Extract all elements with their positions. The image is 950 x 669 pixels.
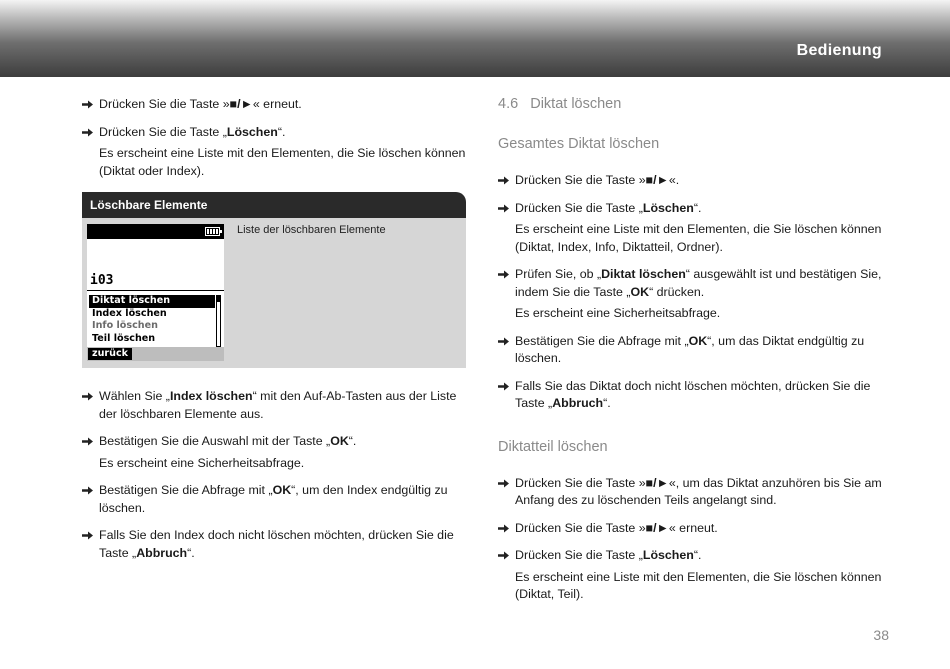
- step-text-part: Drücken Sie die Taste »: [515, 520, 646, 535]
- bullet-arrow-icon: [498, 270, 509, 279]
- steps-full-delete: [498, 172, 888, 413]
- device-menu-item: Diktat löschen: [89, 295, 215, 308]
- panel-caption: Liste der löschbaren Elemente: [237, 224, 386, 236]
- step-text-part: Falls Sie das Diktat doch nicht löschen möchten, drücken Sie die Taste „: [515, 378, 871, 410]
- bullet-arrow-icon: [498, 176, 509, 185]
- step-text-part: Drücken Sie die Taste „: [515, 200, 643, 215]
- panel-body: [82, 218, 466, 368]
- step-text-part: “.: [603, 396, 611, 410]
- header-title: Bedienung: [796, 42, 882, 59]
- step-text: [515, 334, 864, 366]
- step-keyword: Index löschen: [169, 389, 253, 403]
- instruction-step: [82, 124, 467, 181]
- step-text-part: “ ausgewählt ist und bestätigen Sie, indem Sie die Taste „: [515, 267, 882, 299]
- step-text-part: Drücken Sie die Taste »: [515, 173, 646, 187]
- step-text-part: Bestätigen Sie die Auswahl mit der Taste „: [99, 434, 331, 448]
- step-note: Es erscheint eine Sicherheitsabfrage.: [515, 306, 721, 320]
- page-number: 38: [873, 627, 889, 643]
- instruction-step: [82, 388, 467, 423]
- device-menu-list: [89, 295, 215, 345]
- page-header-band: [0, 0, 950, 77]
- step-text-part: « erneut.: [252, 97, 302, 111]
- instruction-step: [498, 520, 888, 538]
- step-keyword: OK: [272, 483, 292, 497]
- step-text-part: “, um den Index endgültig zu löschen.: [99, 483, 448, 515]
- step-text-part: “.: [693, 548, 702, 562]
- step-text: [99, 125, 285, 139]
- step-keyword: OK: [630, 284, 650, 299]
- bullet-arrow-icon: [82, 128, 93, 137]
- step-text: [515, 201, 701, 215]
- step-keyword: OK: [330, 434, 349, 448]
- instruction-step: [82, 433, 467, 472]
- step-keyword: Löschen: [226, 124, 278, 139]
- step-text-part: “.: [277, 124, 286, 139]
- right-column: [498, 96, 888, 614]
- bullet-arrow-icon: [82, 486, 93, 495]
- subsection-title-part-delete: Diktatteil löschen: [498, 438, 608, 455]
- deletable-elements-panel: [82, 192, 466, 368]
- step-text: [515, 267, 881, 299]
- step-text-part: “, um das Diktat endgültig zu löschen.: [515, 333, 865, 365]
- step-keyword: Abbruch: [552, 396, 604, 410]
- instruction-step: [498, 200, 888, 257]
- bullet-arrow-icon: [498, 382, 509, 391]
- step-text: [515, 379, 870, 411]
- left-column: [82, 96, 467, 572]
- step-keyword: OK: [688, 333, 708, 348]
- instruction-step: [498, 475, 888, 510]
- instruction-step: [498, 172, 888, 190]
- device-menu-item: Index löschen: [92, 307, 167, 319]
- instruction-step: [498, 378, 888, 413]
- step-text: [515, 476, 882, 508]
- softkey-back: zurück: [88, 348, 132, 360]
- bullet-arrow-icon: [82, 437, 93, 446]
- step-keyword: Löschen: [642, 200, 694, 215]
- step-text: [515, 173, 679, 187]
- device-screen: [87, 224, 224, 361]
- steps-part-delete: [498, 475, 888, 604]
- step-text: [99, 97, 302, 111]
- steps-top: [82, 96, 467, 180]
- step-keyword: ■/►: [645, 475, 669, 490]
- instruction-step: [82, 482, 467, 517]
- step-text-part: Drücken Sie die Taste „: [99, 124, 227, 139]
- step-text-part: Bestätigen Sie die Abfrage mit „: [515, 333, 689, 348]
- step-note: Es erscheint eine Liste mit den Elementen, die Sie löschen können (Diktat, Index, Info, Diktatteil, Ordner).: [515, 222, 882, 254]
- step-text-part: “.: [693, 200, 702, 215]
- step-text-part: Drücken Sie die Taste »: [99, 97, 230, 111]
- instruction-step: [498, 266, 888, 323]
- step-text-part: Prüfen Sie, ob „: [515, 267, 602, 281]
- step-keyword: ■/►: [229, 97, 253, 111]
- device-divider: [87, 290, 224, 291]
- battery-icon: [205, 227, 220, 236]
- dictation-id: i03: [90, 273, 114, 288]
- steps-bottom: [82, 388, 467, 562]
- bullet-arrow-icon: [82, 392, 93, 401]
- step-text: [515, 521, 718, 535]
- step-text-part: “ mit den Auf-Ab-Tasten aus der Liste der löschbaren Elemente aus.: [99, 389, 457, 421]
- step-note: Es erscheint eine Sicherheitsabfrage.: [99, 455, 305, 470]
- step-note: Es erscheint eine Liste mit den Elementen, die Sie löschen können (Diktat, Teil).: [515, 569, 882, 601]
- instruction-step: [498, 333, 888, 368]
- bullet-arrow-icon: [82, 531, 93, 540]
- subsection-title-full-delete: Gesamtes Diktat löschen: [498, 136, 660, 152]
- bullet-arrow-icon: [498, 524, 509, 533]
- step-text: [99, 528, 454, 560]
- step-text-part: «.: [668, 173, 680, 187]
- step-text: [99, 389, 456, 421]
- step-text-part: Drücken Sie die Taste „: [515, 548, 643, 562]
- step-text-part: “.: [348, 434, 357, 448]
- bullet-arrow-icon: [498, 551, 509, 560]
- step-text: [515, 548, 701, 562]
- bullet-arrow-icon: [82, 100, 93, 109]
- instruction-step: [82, 527, 467, 562]
- device-menu-item: Info löschen: [92, 320, 158, 332]
- section-title: 4.6 Diktat löschen: [498, 96, 622, 112]
- step-text-part: Falls Sie den Index doch nicht löschen möchten, drücken Sie die Taste „: [99, 528, 454, 560]
- device-softkey-bar: [87, 347, 224, 361]
- device-status-bar: [87, 224, 224, 239]
- panel-title: Löschbare Elemente: [82, 192, 466, 218]
- step-note: Es erscheint eine Liste mit den Elementen, die Sie löschen können (Diktat oder Index).: [99, 146, 466, 178]
- step-text-part: “ drücken.: [649, 284, 705, 299]
- step-text-part: “.: [187, 545, 195, 560]
- step-text-part: Wählen Sie „: [99, 389, 170, 403]
- bullet-arrow-icon: [498, 337, 509, 346]
- bullet-arrow-icon: [498, 479, 509, 488]
- step-text-part: Drücken Sie die Taste »: [515, 475, 646, 490]
- device-menu-item: Teil löschen: [92, 332, 156, 344]
- step-text: [99, 434, 356, 448]
- step-text-part: «, um das Diktat anzuhören bis Sie am Anfang des zu löschenden Teils angelangt sind.: [515, 475, 882, 507]
- bullet-arrow-icon: [498, 204, 509, 213]
- step-text-part: « erneut.: [668, 520, 718, 535]
- step-keyword: Abbruch: [136, 545, 188, 560]
- instruction-step: [82, 96, 467, 114]
- step-keyword: ■/►: [645, 173, 669, 187]
- instruction-step: [498, 547, 888, 604]
- step-keyword: ■/►: [645, 520, 669, 535]
- device-scrollbar: [216, 295, 221, 347]
- step-keyword: Löschen: [642, 548, 694, 562]
- step-text-part: Bestätigen Sie die Abfrage mit „: [99, 483, 273, 497]
- step-keyword: Diktat löschen: [601, 267, 686, 281]
- step-text: [99, 483, 448, 515]
